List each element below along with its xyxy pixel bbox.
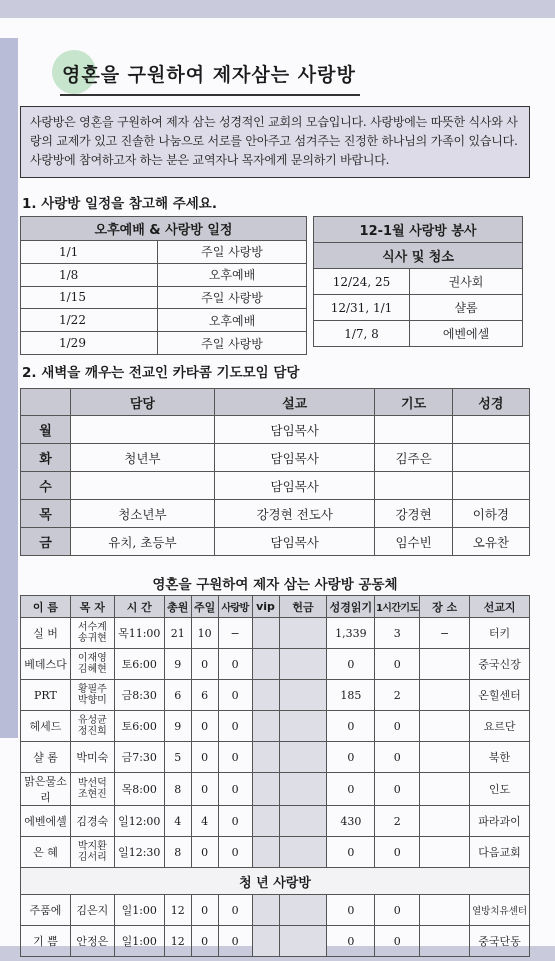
community-title: 영혼을 구원하여 제자 삼는 사랑방 공동체	[152, 577, 398, 593]
prayer-row	[21, 472, 530, 500]
prayer-row	[21, 500, 530, 528]
schedule-event: 주일 사랑방	[158, 241, 307, 264]
schedule-date: 1/1	[21, 241, 158, 264]
schedule-row	[21, 263, 307, 286]
community-sunday: 6	[191, 680, 218, 711]
community-total: 5	[164, 742, 191, 773]
community-bible: 0	[327, 895, 375, 926]
community-time: 일1:00	[114, 926, 164, 957]
prayer-header: 담당	[71, 389, 215, 416]
community-time: 목8:00	[114, 773, 164, 806]
community-sunday: 0	[191, 711, 218, 742]
prayer-row	[21, 528, 530, 556]
community-sunday: 0	[191, 742, 218, 773]
schedule-date: 1/8	[21, 263, 158, 286]
community-time: 금8:30	[114, 680, 164, 711]
community-bible: 0	[327, 649, 375, 680]
community-sunday: 0	[191, 926, 218, 957]
community-place	[420, 895, 470, 926]
community-name: 샬 롬	[21, 742, 71, 773]
prayer-bible	[452, 416, 529, 444]
community-leader: 박선덕 조현진	[70, 773, 114, 806]
community-header: 사랑방	[218, 596, 252, 618]
community-leader: 이재영 김혜현	[70, 649, 114, 680]
prayer-day: 목	[21, 500, 71, 528]
community-offering	[279, 742, 327, 773]
community-place: −	[420, 618, 470, 649]
prayer-bible	[452, 472, 529, 500]
community-leader: 김경숙	[70, 806, 114, 837]
service-row	[314, 321, 523, 347]
community-mission: 중국신장	[470, 649, 530, 680]
community-vip	[252, 711, 279, 742]
community-offering	[279, 837, 327, 868]
service-row	[314, 269, 523, 295]
community-mission: 중국단동	[470, 926, 530, 957]
prayer-day: 월	[21, 416, 71, 444]
community-bible: 1,339	[327, 618, 375, 649]
community-table	[20, 595, 530, 957]
service-date: 1/7, 8	[314, 321, 410, 347]
community-sunday: 0	[191, 773, 218, 806]
community-vip	[252, 649, 279, 680]
schedule-event: 오후예배	[158, 263, 307, 286]
community-sarang: −	[218, 618, 252, 649]
community-mission: 북한	[470, 742, 530, 773]
community-time: 토6:00	[114, 649, 164, 680]
page-title: 영혼을 구원하여 제자삼는 사랑방	[62, 64, 356, 86]
community-sarang: 0	[218, 680, 252, 711]
schedule-row	[21, 241, 307, 264]
prayer-row	[21, 416, 530, 444]
community-offering	[279, 618, 327, 649]
schedule-table	[20, 216, 307, 355]
community-sarang: 0	[218, 806, 252, 837]
community-leader: 유성균 정진희	[70, 711, 114, 742]
community-prayer: 0	[375, 742, 420, 773]
community-mission: 터키	[470, 618, 530, 649]
community-bible: 185	[327, 680, 375, 711]
community-offering	[279, 711, 327, 742]
community-row	[21, 618, 530, 649]
community-mission: 인도	[470, 773, 530, 806]
side-tab	[0, 38, 18, 738]
prayer-charge: 유치, 초등부	[71, 528, 215, 556]
community-prayer: 3	[375, 618, 420, 649]
community-bible: 0	[327, 926, 375, 957]
community-total: 6	[164, 680, 191, 711]
schedule-date: 1/22	[21, 309, 158, 332]
schedule-event: 오후예배	[158, 309, 307, 332]
prayer-header: 기도	[375, 389, 452, 416]
community-header: 목 자	[70, 596, 114, 618]
community-leader: 서수계 송귀현	[70, 618, 114, 649]
community-bible: 430	[327, 806, 375, 837]
community-name: 실 버	[21, 618, 71, 649]
community-vip	[252, 895, 279, 926]
service-header: 12-1월 사랑방 봉사	[314, 217, 523, 243]
prayer-sermon: 강경현 전도사	[214, 500, 375, 528]
prayer-prayer: 강경현	[375, 500, 452, 528]
community-header: 1시간기도	[375, 596, 420, 618]
community-vip	[252, 837, 279, 868]
service-date: 12/31, 1/1	[314, 295, 410, 321]
prayer-bible	[452, 444, 529, 472]
community-prayer: 0	[375, 895, 420, 926]
community-vip	[252, 926, 279, 957]
community-sarang: 0	[218, 773, 252, 806]
community-header: 주일	[191, 596, 218, 618]
community-total: 9	[164, 711, 191, 742]
community-name: 맑은물소리	[21, 773, 71, 806]
prayer-header	[21, 389, 71, 416]
community-offering	[279, 926, 327, 957]
schedule-event: 주일 사랑방	[158, 286, 307, 309]
community-vip	[252, 680, 279, 711]
community-bible: 0	[327, 742, 375, 773]
schedule-row	[21, 286, 307, 309]
prayer-sermon: 담임목사	[214, 416, 375, 444]
section-1-heading: 1. 사랑방 일정을 참고해 주세요.	[22, 196, 217, 212]
community-bible: 0	[327, 837, 375, 868]
community-name: PRT	[21, 680, 71, 711]
community-place	[420, 680, 470, 711]
community-leader: 안정은	[70, 926, 114, 957]
schedule-row	[21, 309, 307, 332]
community-sunday: 4	[191, 806, 218, 837]
service-row	[314, 295, 523, 321]
community-total: 8	[164, 837, 191, 868]
community-sarang: 0	[218, 711, 252, 742]
community-prayer: 2	[375, 806, 420, 837]
service-subheader: 식사 및 청소	[314, 243, 523, 269]
community-row	[21, 680, 530, 711]
community-sunday: 0	[191, 895, 218, 926]
community-prayer: 0	[375, 926, 420, 957]
community-mission: 다음교회	[470, 837, 530, 868]
community-total: 12	[164, 895, 191, 926]
community-row	[21, 806, 530, 837]
prayer-bible: 이하경	[452, 500, 529, 528]
community-row	[21, 837, 530, 868]
community-place	[420, 837, 470, 868]
community-total: 8	[164, 773, 191, 806]
prayer-charge: 청소년부	[71, 500, 215, 528]
community-row	[21, 895, 530, 926]
community-offering	[279, 895, 327, 926]
community-header: 선교지	[470, 596, 530, 618]
community-time: 목11:00	[114, 618, 164, 649]
service-group: 권사회	[410, 269, 523, 295]
community-sarang: 0	[218, 837, 252, 868]
community-time: 일12:00	[114, 806, 164, 837]
community-place	[420, 926, 470, 957]
community-header: 장 소	[420, 596, 470, 618]
community-bible: 0	[327, 773, 375, 806]
community-sarang: 0	[218, 895, 252, 926]
community-place	[420, 806, 470, 837]
prayer-bible: 오유찬	[452, 528, 529, 556]
community-prayer: 0	[375, 711, 420, 742]
prayer-prayer	[375, 416, 452, 444]
community-total: 9	[164, 649, 191, 680]
section-2-heading: 2. 새벽을 깨우는 전교인 카타콤 기도모임 담당	[22, 365, 300, 381]
community-bible: 0	[327, 711, 375, 742]
community-mission: 열방치유센터	[470, 895, 530, 926]
prayer-sermon: 담임목사	[214, 444, 375, 472]
community-total: 4	[164, 806, 191, 837]
community-vip	[252, 773, 279, 806]
prayer-day: 화	[21, 444, 71, 472]
prayer-prayer: 임수빈	[375, 528, 452, 556]
community-header: 이 름	[21, 596, 71, 618]
community-row	[21, 649, 530, 680]
community-total: 12	[164, 926, 191, 957]
community-name: 은 혜	[21, 837, 71, 868]
prayer-sermon: 담임목사	[214, 472, 375, 500]
community-time: 금7:30	[114, 742, 164, 773]
community-name: 주품에	[21, 895, 71, 926]
prayer-day: 수	[21, 472, 71, 500]
bulletin-page	[0, 18, 555, 946]
community-sarang: 0	[218, 926, 252, 957]
service-group: 에벤에셀	[410, 321, 523, 347]
community-mission: 요르단	[470, 711, 530, 742]
community-header: 총원	[164, 596, 191, 618]
community-mission: 파라과이	[470, 806, 530, 837]
community-time: 토6:00	[114, 711, 164, 742]
prayer-sermon: 담임목사	[214, 528, 375, 556]
community-sarang: 0	[218, 742, 252, 773]
prayer-charge: 청년부	[71, 444, 215, 472]
community-prayer: 2	[375, 680, 420, 711]
community-name: 베데스다	[21, 649, 71, 680]
prayer-charge	[71, 472, 215, 500]
community-header: 시 간	[114, 596, 164, 618]
community-sunday: 10	[191, 618, 218, 649]
service-table	[313, 216, 523, 347]
community-mission: 온힐센터	[470, 680, 530, 711]
schedule-date: 1/15	[21, 286, 158, 309]
community-vip	[252, 806, 279, 837]
community-header: vip	[252, 596, 279, 618]
prayer-charge	[71, 416, 215, 444]
community-total: 21	[164, 618, 191, 649]
community-offering	[279, 806, 327, 837]
prayer-row	[21, 444, 530, 472]
prayer-header: 설교	[214, 389, 375, 416]
prayer-day: 금	[21, 528, 71, 556]
service-date: 12/24, 25	[314, 269, 410, 295]
community-place	[420, 649, 470, 680]
community-row	[21, 773, 530, 806]
youth-section-title: 청 년 사랑방	[21, 868, 530, 895]
community-place	[420, 773, 470, 806]
community-header: 헌금	[279, 596, 327, 618]
community-header: 성경읽기	[327, 596, 375, 618]
schedule-header: 오후예배 & 사랑방 일정	[21, 217, 307, 241]
prayer-header: 성경	[452, 389, 529, 416]
community-place	[420, 711, 470, 742]
community-name: 기 쁨	[21, 926, 71, 957]
community-leader: 박미숙	[70, 742, 114, 773]
community-prayer: 0	[375, 837, 420, 868]
schedule-date: 1/29	[21, 332, 158, 355]
prayer-prayer: 김주은	[375, 444, 452, 472]
community-vip	[252, 618, 279, 649]
title-block	[58, 48, 356, 96]
community-sunday: 0	[191, 837, 218, 868]
community-offering	[279, 649, 327, 680]
prayer-table	[20, 388, 530, 556]
prayer-prayer	[375, 472, 452, 500]
title-underline	[60, 94, 360, 96]
community-row	[21, 711, 530, 742]
community-offering	[279, 680, 327, 711]
community-vip	[252, 742, 279, 773]
community-sarang: 0	[218, 649, 252, 680]
community-row	[21, 926, 530, 957]
community-name: 헤세드	[21, 711, 71, 742]
community-leader: 박지환 김서리	[70, 837, 114, 868]
community-place	[420, 742, 470, 773]
community-prayer: 0	[375, 773, 420, 806]
community-time: 일12:30	[114, 837, 164, 868]
schedule-event: 주일 사랑방	[158, 332, 307, 355]
intro-box: 사랑방은 영혼을 구원하여 제자 삼는 성경적인 교회의 모습입니다. 사랑방에는 따뜻한 식사와 사랑의 교제가 있고 진솔한 나눔으로 서로를 안아주고 섬겨주는 진정한 하나님의 가족이 있습니다. 사랑방에 참여하고자 하는 분은 교역자나 목자에게 문의하기 바랍니다.	[20, 106, 530, 178]
community-sunday: 0	[191, 649, 218, 680]
schedule-row	[21, 332, 307, 355]
community-row	[21, 742, 530, 773]
community-offering	[279, 773, 327, 806]
community-prayer: 0	[375, 649, 420, 680]
community-name: 에벤에셀	[21, 806, 71, 837]
community-leader: 김은지	[70, 895, 114, 926]
community-time: 일1:00	[114, 895, 164, 926]
service-group: 샬롬	[410, 295, 523, 321]
community-leader: 황필주 박향미	[70, 680, 114, 711]
